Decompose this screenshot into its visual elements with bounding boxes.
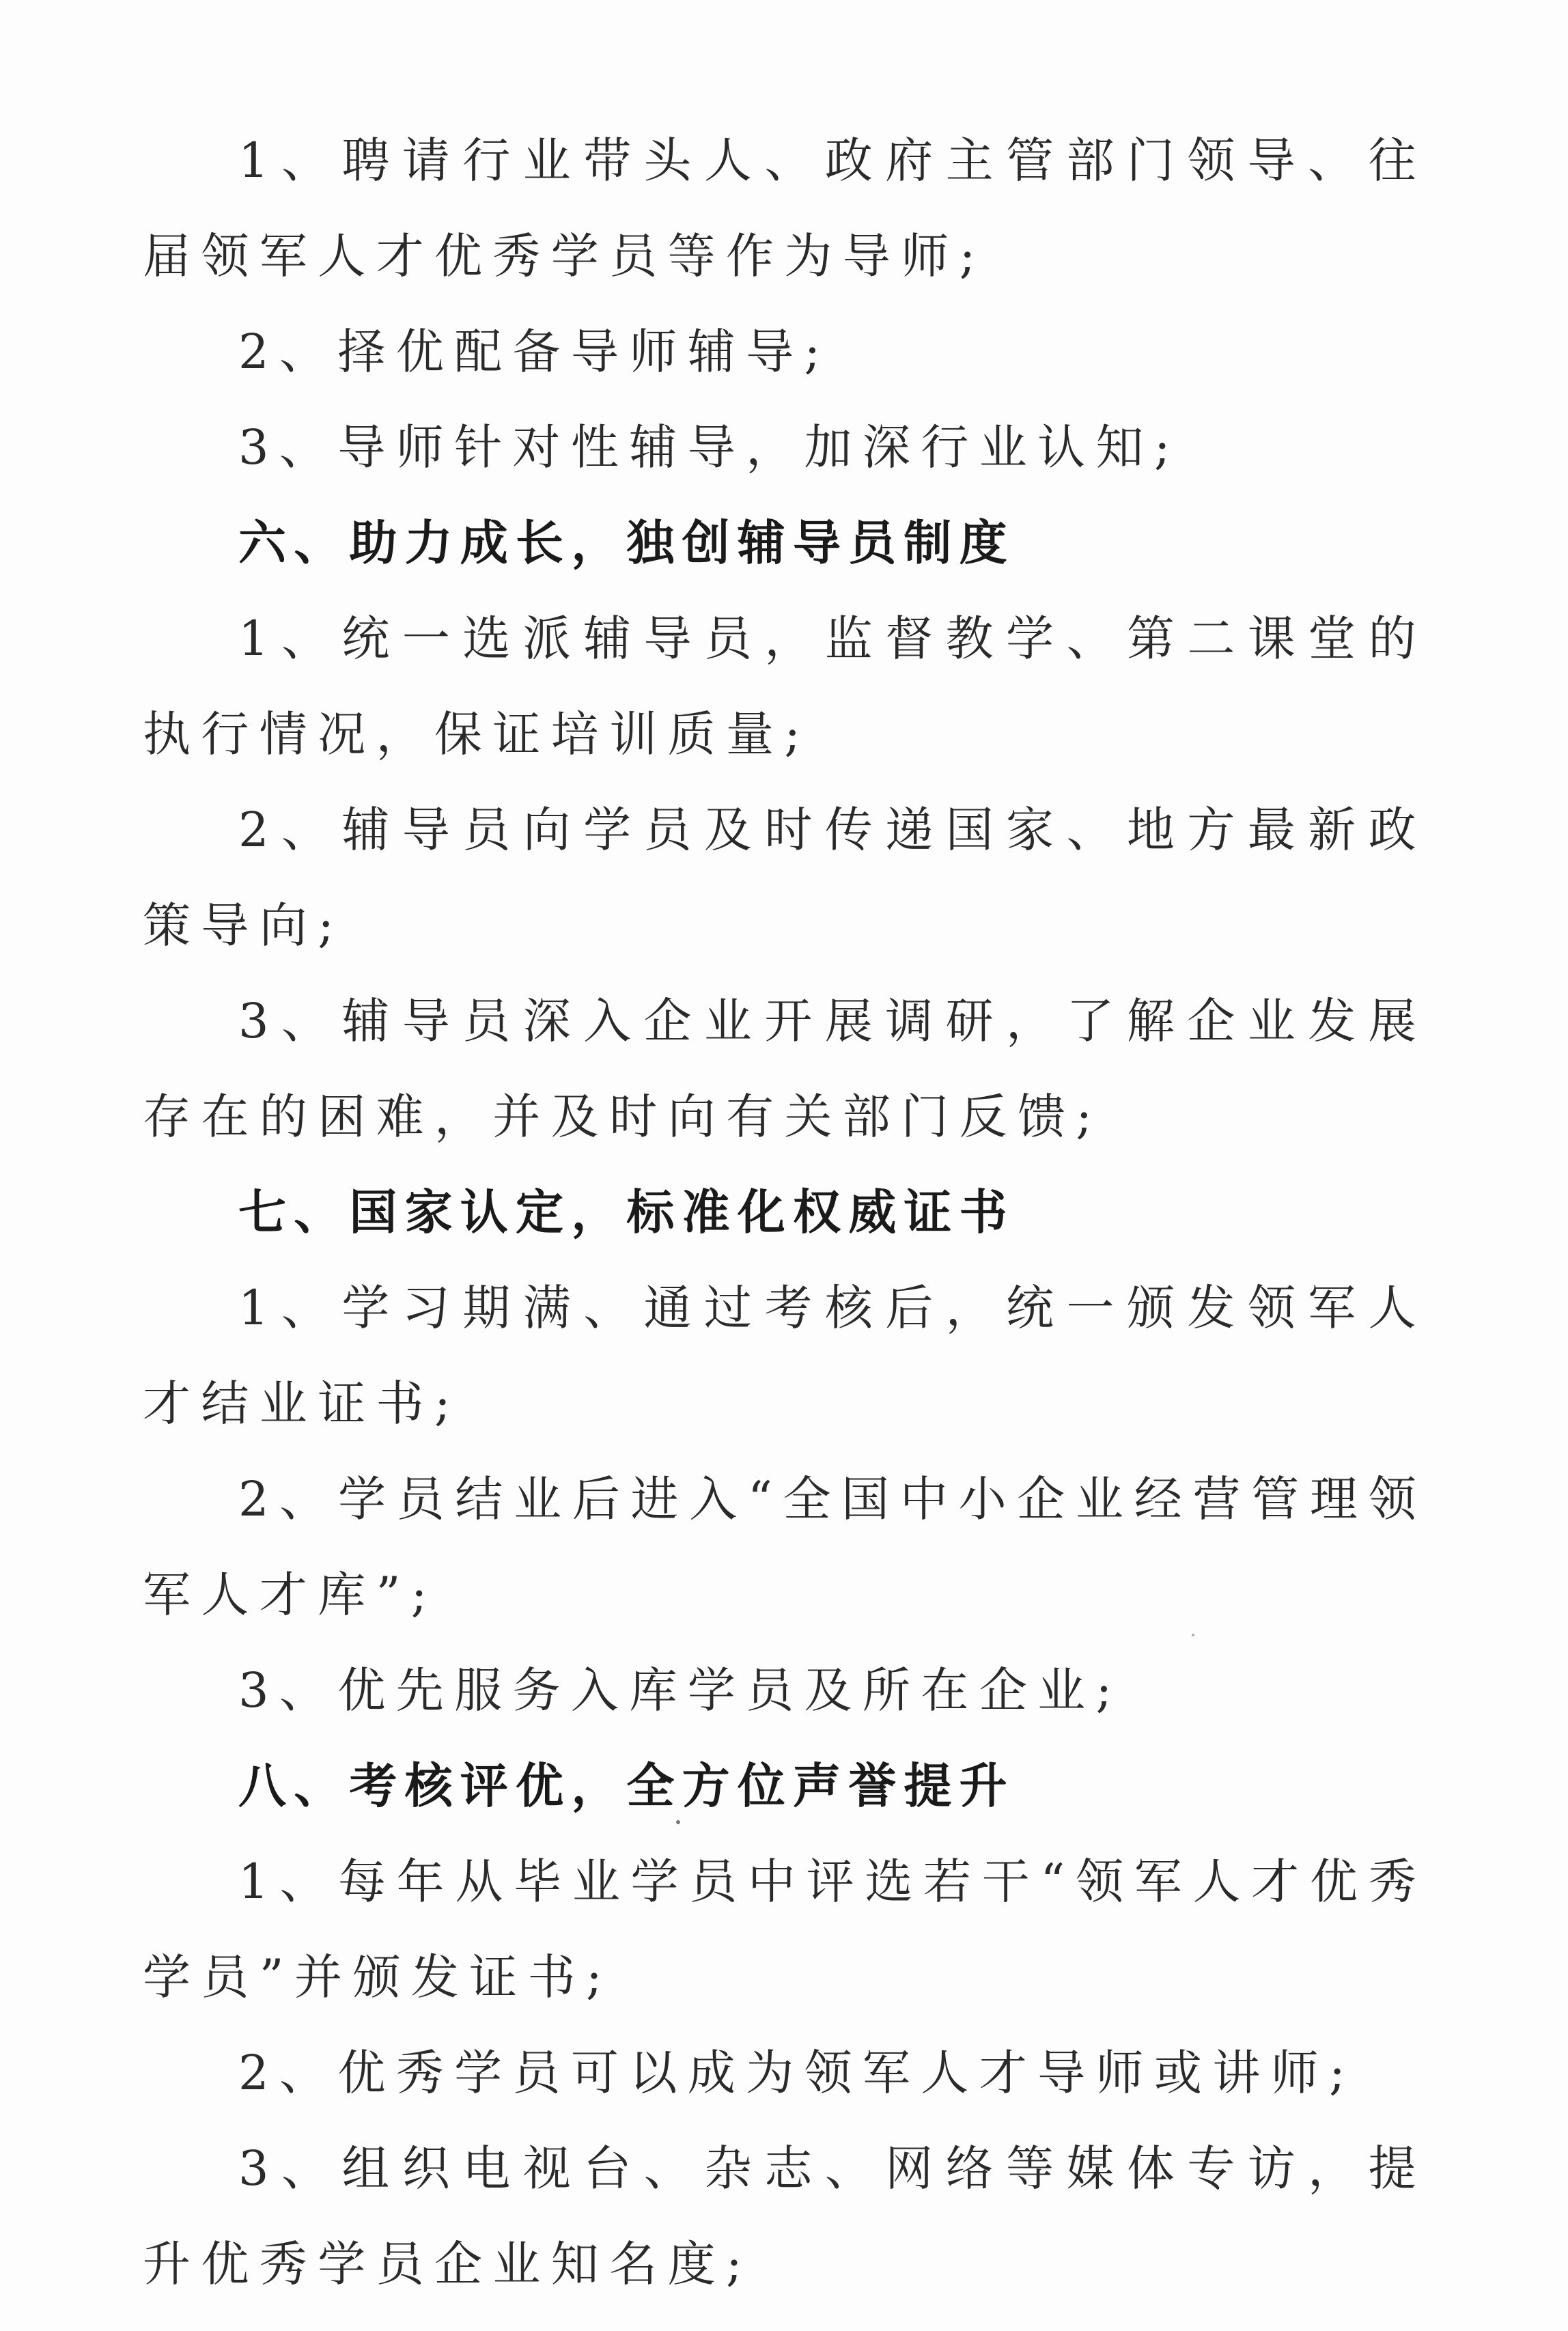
list-item: 2、学员结业后进入“全国中小企业经营管理领军人才库”; bbox=[143, 1471, 1427, 1623]
list-item: 3、组织电视台、杂志、网络等媒体专访，提升优秀学员企业知名度; bbox=[143, 2140, 1427, 2292]
scan-speck bbox=[1192, 1634, 1194, 1636]
scan-speck bbox=[676, 1820, 680, 1824]
list-item: 3、导师针对性辅导，加深行业认知; bbox=[238, 419, 1181, 475]
list-item: 2、择优配备导师辅导; bbox=[238, 324, 831, 380]
section-heading: 八、考核评优，全方位声誉提升 bbox=[238, 1758, 1015, 1814]
section-heading: 六、助力成长，独创辅导员制度 bbox=[238, 515, 1015, 571]
section-heading: 七、国家认定，标准化权威证书 bbox=[238, 1184, 1015, 1240]
list-item: 1、统一选派辅导员，监督教学、第二课堂的执行情况，保证培训质量; bbox=[143, 611, 1427, 762]
document-body bbox=[143, 113, 1427, 2312]
list-item: 1、聘请行业带头人、政府主管部门领导、往届领军人才优秀学员等作为导师; bbox=[143, 132, 1427, 284]
list-item: 2、辅导员向学员及时传递国家、地方最新政策导向; bbox=[143, 802, 1427, 953]
list-item: 1、学习期满、通过考核后，统一颁发领军人才结业证书; bbox=[143, 1280, 1427, 1432]
list-item: 3、优先服务入库学员及所在企业; bbox=[238, 1662, 1123, 1718]
list-item: 3、辅导员深入企业开展调研，了解企业发展存在的困难，并及时向有关部门反馈; bbox=[143, 993, 1427, 1145]
list-item: 1、每年从毕业学员中评选若干“领军人才优秀学员”并颁发证书; bbox=[143, 1854, 1427, 2005]
list-item: 2、优秀学员可以成为领军人才导师或讲师; bbox=[238, 2045, 1356, 2101]
